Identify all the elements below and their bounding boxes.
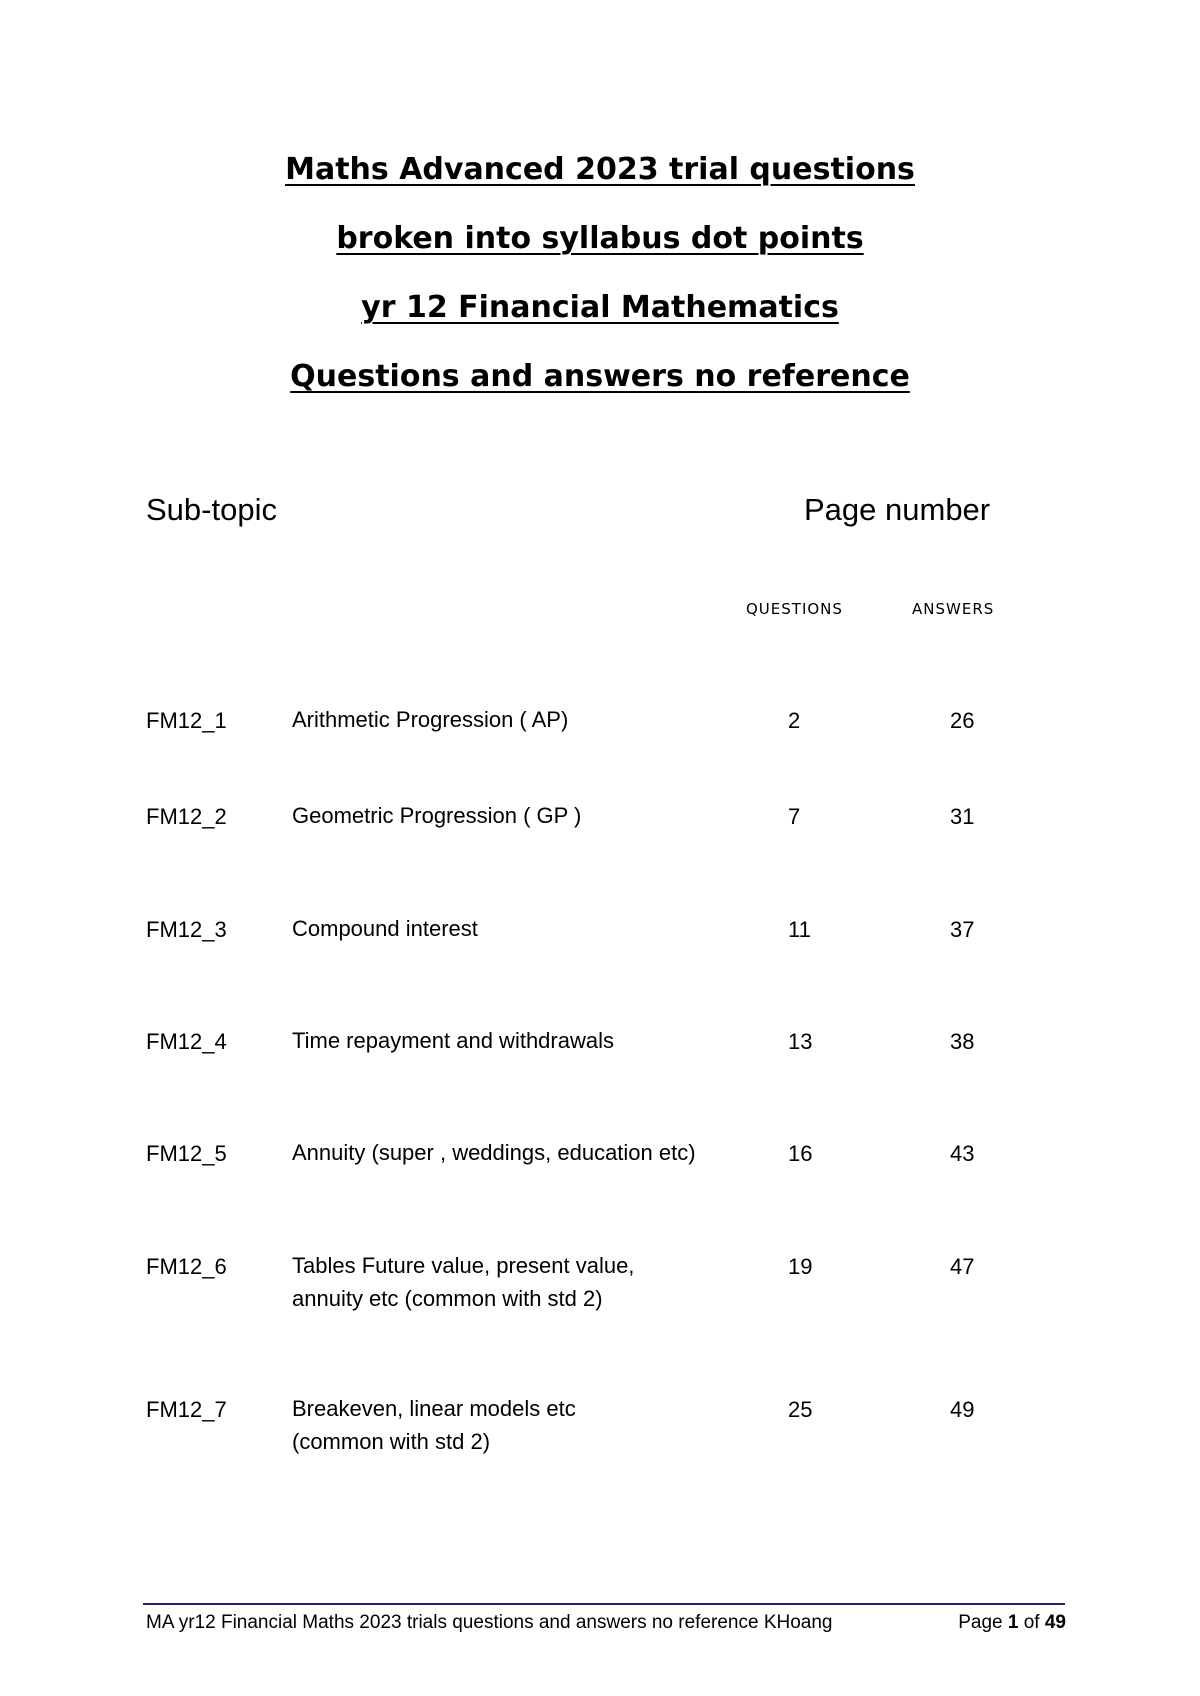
subtopic-label-line: Tables Future value, present value,	[292, 1253, 635, 1278]
subtopic-code: FM12_4	[146, 1029, 227, 1054]
answers-page: 26	[950, 708, 975, 733]
questions-page: 19	[788, 1254, 813, 1279]
subtopic-code: FM12_3	[146, 917, 227, 942]
document-title	[0, 150, 1200, 426]
subtopic-code: FM12_6	[146, 1254, 227, 1279]
answers-page: 38	[950, 1029, 975, 1054]
subtopic-label-line: (common with std 2)	[292, 1429, 491, 1454]
subtopic-label-line: Compound interest	[292, 916, 478, 941]
subtopic-label	[292, 1392, 576, 1458]
answers-page: 43	[950, 1141, 975, 1166]
questions-page: 25	[788, 1397, 813, 1422]
footer-divider	[143, 1603, 1065, 1605]
questions-page: 13	[788, 1029, 813, 1054]
subtopic-code: FM12_7	[146, 1397, 227, 1422]
questions-page: 16	[788, 1141, 813, 1166]
subtopic-label	[292, 912, 478, 945]
answers-page: 49	[950, 1397, 975, 1422]
title-line-2: broken into syllabus dot points	[336, 221, 864, 256]
subtopic-label	[292, 1136, 696, 1169]
subtopic-code: FM12_2	[146, 804, 227, 829]
title-line-3: yr 12 Financial Mathematics	[361, 290, 839, 325]
subtopic-code: FM12_5	[146, 1141, 227, 1166]
subtopic-code: FM12_1	[146, 708, 227, 733]
subtopic-label-line: Time repayment and withdrawals	[292, 1028, 614, 1053]
subtopic-label-line: annuity etc (common with std 2)	[292, 1286, 603, 1311]
answers-page: 47	[950, 1254, 975, 1279]
footer-text: MA yr12 Financial Maths 2023 trials questions and answers no reference KHoang	[146, 1612, 833, 1633]
page-indicator: Page 1 of 49	[958, 1612, 1066, 1633]
answers-page: 31	[950, 804, 975, 829]
questions-column-header: QUESTIONS	[746, 600, 843, 618]
questions-page: 11	[788, 917, 811, 942]
subtopic-label-line: Breakeven, linear models etc	[292, 1396, 576, 1421]
subtopic-label-line: Arithmetic Progression ( AP)	[292, 707, 569, 732]
answers-page: 37	[950, 917, 975, 942]
questions-page: 7	[788, 804, 801, 829]
page-number-header: Page number	[804, 492, 991, 527]
subtopic-label-line: Geometric Progression ( GP )	[292, 803, 582, 828]
questions-page: 2	[788, 708, 801, 733]
title-line-4: Questions and answers no reference	[290, 359, 910, 394]
subtopic-label	[292, 1024, 614, 1057]
answers-column-header: ANSWERS	[912, 600, 995, 618]
subtopic-header: Sub-topic	[146, 492, 277, 527]
subtopic-label	[292, 799, 581, 832]
subtopic-label	[292, 1249, 634, 1315]
subtopic-label-line: Annuity (super , weddings, education etc)	[292, 1140, 696, 1165]
subtopic-label	[292, 703, 568, 736]
title-line-1: Maths Advanced 2023 trial questions	[285, 152, 915, 187]
